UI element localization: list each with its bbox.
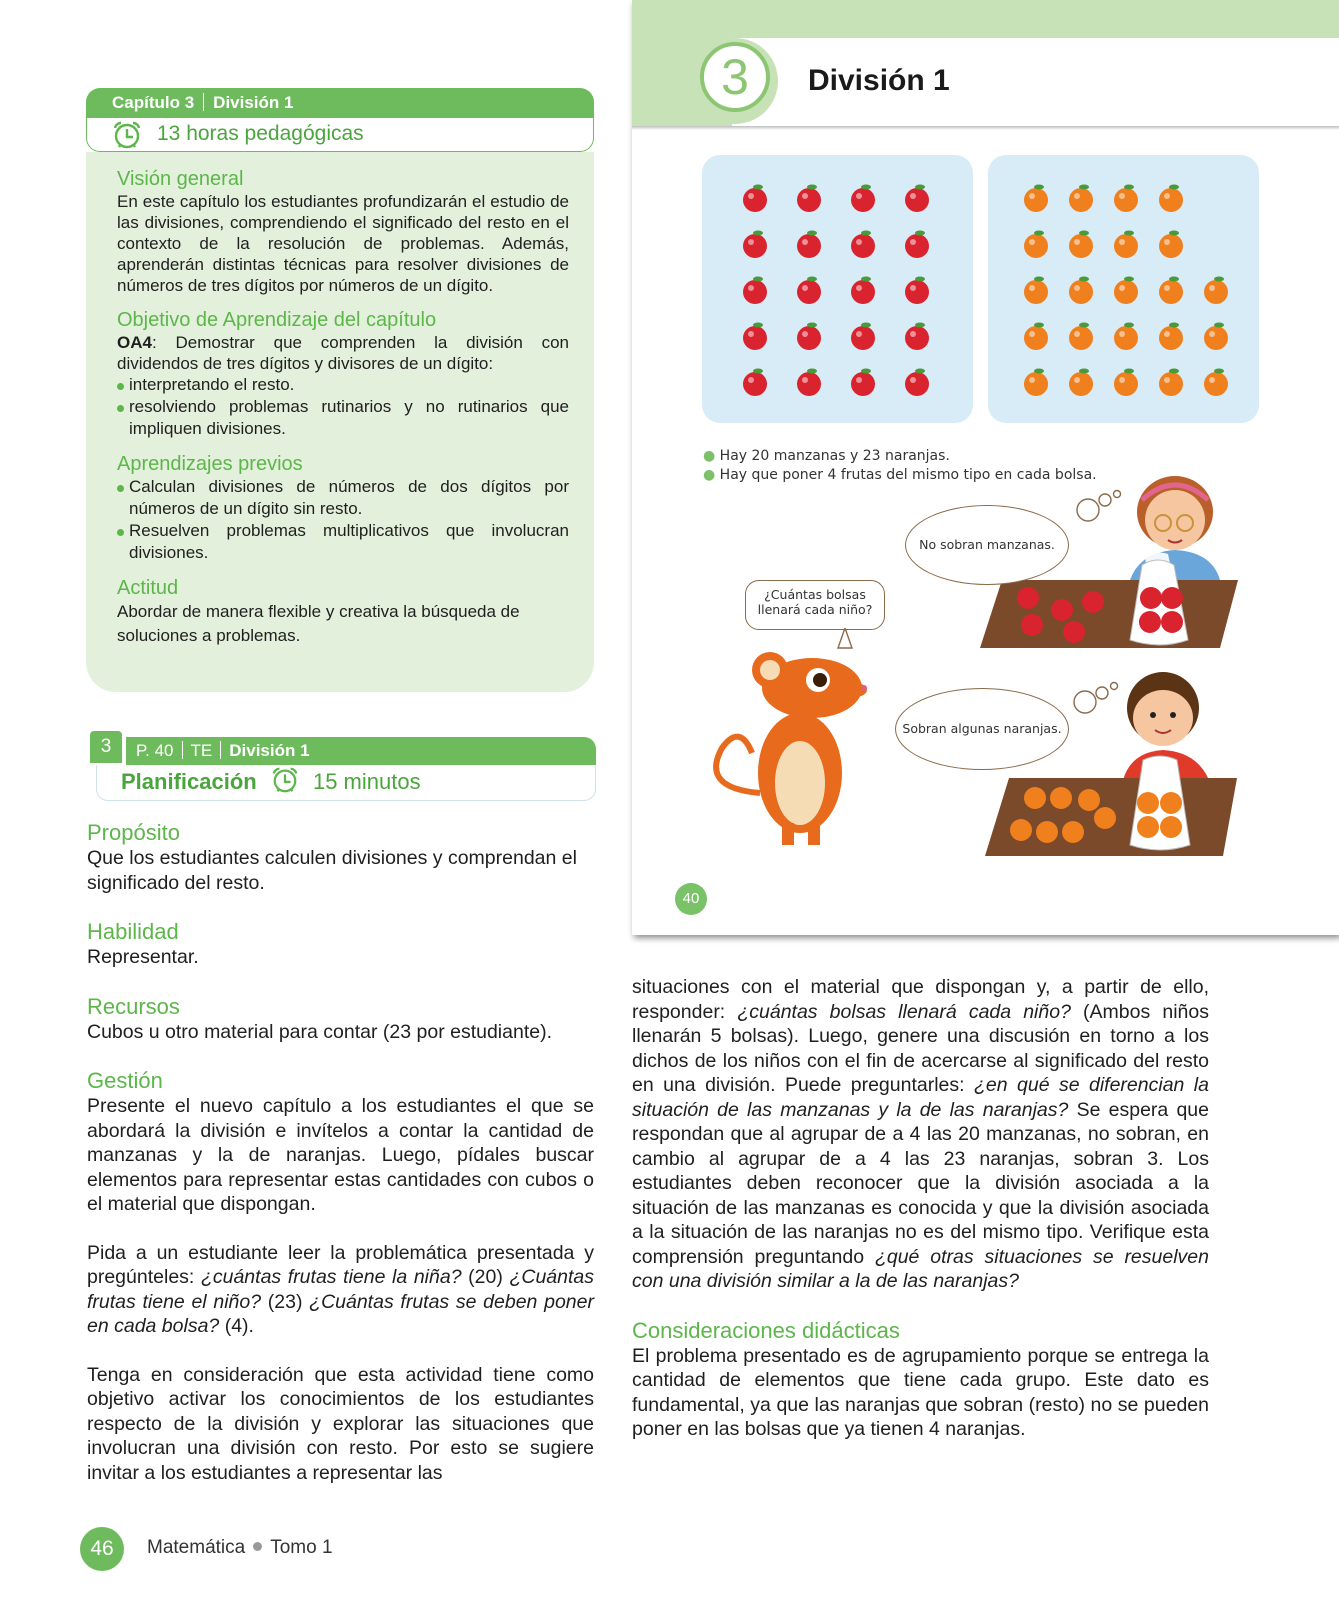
apple-icon [797,369,821,397]
apple-icon [905,277,929,305]
chapter-hours-row [86,118,594,152]
footer-page-number: 46 [80,1527,124,1571]
separator-dot [253,1542,262,1551]
orange-icon [1114,185,1138,213]
chapter-hours: 13 horas pedagógicas [157,122,364,145]
list-item: resolviendo problemas rutinarios y no rutinarios que impliquen divisiones. [117,396,569,440]
right-paragraph [632,975,1209,1294]
chapter-title: División 1 [213,93,294,112]
mouse-illustration [700,628,890,858]
text-run: situaciones con el material que dispongan y, a partir de ello, responder: [632,976,1209,1023]
separator [182,741,183,759]
orange-icon [1024,369,1048,397]
apple-icon [797,231,821,259]
objective-text [117,332,569,374]
resources-text: Cubos u otro material para contar (23 por estudiante). [87,1020,553,1043]
orange-icon [1069,185,1093,213]
orange-icon [1159,369,1183,397]
chapter-number-badge [692,38,778,124]
text-run: Se espera que respondan que al agrupar de a 4 las 20 manzanas, no sobran, en cambio al agrupar de a 4 las 23 naranjas, sobran 3. Los estudiantes deben reconocer que la división asociada a la situación de las manzanas es conocida y que la división asociada a la situación de las naranjas no es del mismo tipo. Verifique esta comprensión preguntando [632,1098,1209,1268]
orange-icon [1069,369,1093,397]
planning-page: P. 40 [136,741,174,760]
apple-icon [743,369,767,397]
management-title: Gestión [87,1068,163,1093]
apple-icon [851,323,875,351]
text-run: Pida a un estudiante leer la problemática presentada y pregúnteles: [87,1241,594,1288]
page-top-band [632,0,1339,38]
apple-icon [743,185,767,213]
apple-icon [797,185,821,213]
management-paragraph-1: Presente el nuevo capítulo a los estudiantes el que se abordará la división e invítelos a contar la cantidad de manzanas y la de naranjas. Luego, pídales buscar elementos para representar estas cantidades con cubos o el material que dispongan. [87,1095,594,1215]
orange-icon [1114,231,1138,259]
planning-header [126,737,596,765]
orange-icon [1069,231,1093,259]
orange-icon [1159,277,1183,305]
question: ¿en qué se diferencian la situación de las manzanas y la de las naranjas? [632,1074,1209,1121]
student-page-number: 40 [675,883,707,915]
chapter-header [86,88,594,118]
chapter-number: 3 [700,42,770,112]
orange-icon [1069,323,1093,351]
skill-text: Representar. [87,946,199,968]
orange-icon [1204,277,1228,305]
apple-icon [905,231,929,259]
management-paragraph-2 [87,1241,594,1339]
page-title: División 1 [808,64,950,97]
question-3: ¿Cuántas frutas se deben poner en cada bolsa? [87,1290,594,1337]
resources-title: Recursos [87,993,180,1019]
management-paragraph-3: Tenga en consideración que esta actividad tiene como objetivo activar los conocimientos de los estudiantes respecto de la división y explorar las situaciones que involucran una división con resto. Por esto se sugiere invitar a los estudiantes a representar las [87,1363,594,1484]
girl-thought-text: No sobran manzanas. [919,537,1055,552]
orange-icon [1069,277,1093,305]
list-item: Calculan divisiones de números de dos dígitos por números de un dígito sin resto. [117,476,569,520]
planning-te: TE [190,741,213,760]
orange-icon [1024,185,1048,213]
orange-icon [1024,231,1048,259]
list-item: Resuelven problemas multiplicativos que involucran divisiones. [117,520,569,564]
planning-title: División 1 [229,741,310,760]
text-run: (23) [261,1290,310,1313]
apple-icon [905,185,929,213]
orange-icon [1204,323,1228,351]
chapter-overview-content [117,167,569,648]
previous-title: Aprendizajes previos [117,453,303,475]
text-run: (4). [219,1315,254,1337]
objective-code: OA4 [117,333,152,352]
boy-thought-bubble [895,688,1069,770]
objective-description: : Demostrar que comprenden la división con dividendos de tres dígitos y divisores de un dígito: [117,333,569,373]
apple-icon [743,231,767,259]
orange-icon [1114,277,1138,305]
orange-icon [1159,231,1183,259]
text-run: (Ambos niños llenarán 5 bolsas). Luego, genere una discusión en torno a los dichos de los niños con el fin de acercarse al significado del resto en una división. Puede preguntarles: [632,1000,1209,1096]
apple-icon [851,369,875,397]
question-1: ¿cuántas frutas tiene la niña? [200,1266,462,1288]
attitude-title: Actitud [117,577,179,599]
orange-icon [1024,277,1048,305]
footer-text [147,1537,333,1559]
didactic-title: Consideraciones didácticas [632,1317,900,1343]
planning-minutes: 15 minutos [312,769,421,794]
orange-icon [1024,323,1048,351]
note-1: ● Hay 20 manzanas y 23 naranjas. [703,448,950,464]
orange-icon [1204,369,1228,397]
vision-text: En este capítulo los estudiantes profundizarán el estudio de las divisiones, comprendiendo el significado del resto en el contexto de la resolución de problemas. Además, aprenderán distintas técnicas para resolver divisiones de números de tres dígitos por números de un dígito. [117,192,569,295]
didactic-text: El problema presentado es de agrupamiento porque se entrega la cantidad de elementos que tiene cada grupo. Este dato es fundamental, ya que las naranjas que sobran (resto) no se pueden poner en las bolsas que ya tienen 4 naranjas. [632,1344,1209,1440]
separator [203,93,204,111]
apple-icon [905,369,929,397]
apple-icon [743,277,767,305]
orange-icon [1114,323,1138,351]
orange-icon [1114,369,1138,397]
alarm-clock-icon [269,766,301,794]
apple-icon [851,231,875,259]
note-2: ● Hay que poner 4 frutas del mismo tipo en cada bolsa. [703,467,1097,483]
purpose-text: Que los estudiantes calculen divisiones y comprendan el significado del resto. [87,847,577,894]
planning-label: Planificación [121,769,257,794]
apple-icon [797,277,821,305]
text-run: (20) [461,1266,510,1288]
objective-bullets [117,374,569,440]
left-body [87,820,594,1485]
attitude-text: Abordar de manera flexible y creativa la búsqueda de soluciones a problemas. [117,602,520,645]
apple-icon [851,185,875,213]
oranges-grid [988,155,1259,423]
planning-number: 3 [90,731,122,763]
planning-row [96,765,596,801]
apple-icon [851,277,875,305]
oranges-panel [988,155,1259,423]
girl-thought-bubble [905,505,1069,585]
mouse-speech-text: ¿Cuántas bolsas llenará cada niño? [757,587,873,617]
orange-icon [1159,323,1183,351]
apples-grid [702,155,973,423]
question: ¿cuántas bolsas llenará cada niño? [737,1000,1071,1023]
separator [220,741,221,759]
question: ¿qué otras situaciones se resuelven con una división similar a la de las naranjas? [632,1245,1209,1292]
orange-icon [1159,185,1183,213]
purpose-title: Propósito [87,820,180,845]
apples-panel [702,155,973,423]
previous-bullets [117,476,569,564]
question-2: ¿Cuántas frutas tiene el niño? [87,1266,595,1313]
right-body [632,975,1209,1442]
objective-title: Objetivo de Aprendizaje del capítulo [117,309,437,331]
divider [632,126,1339,130]
boy-thought-text: Sobran algunas naranjas. [902,721,1062,736]
footer-subject: Matemática [147,1537,246,1558]
apple-icon [905,323,929,351]
mouse-speech-bubble [745,580,885,630]
list-item: interpretando el resto. [117,374,569,396]
skill-title: Habilidad [87,919,179,944]
note-1-text: Hay 20 manzanas y 23 naranjas. [719,448,950,464]
chapter-label: Capítulo 3 [112,93,195,112]
apple-icon [743,323,767,351]
alarm-clock-icon [111,120,143,150]
footer-volume: Tomo 1 [270,1537,333,1558]
apple-icon [797,323,821,351]
note-2-text: Hay que poner 4 frutas del mismo tipo en cada bolsa. [719,467,1097,483]
vision-title: Visión general [117,168,244,190]
